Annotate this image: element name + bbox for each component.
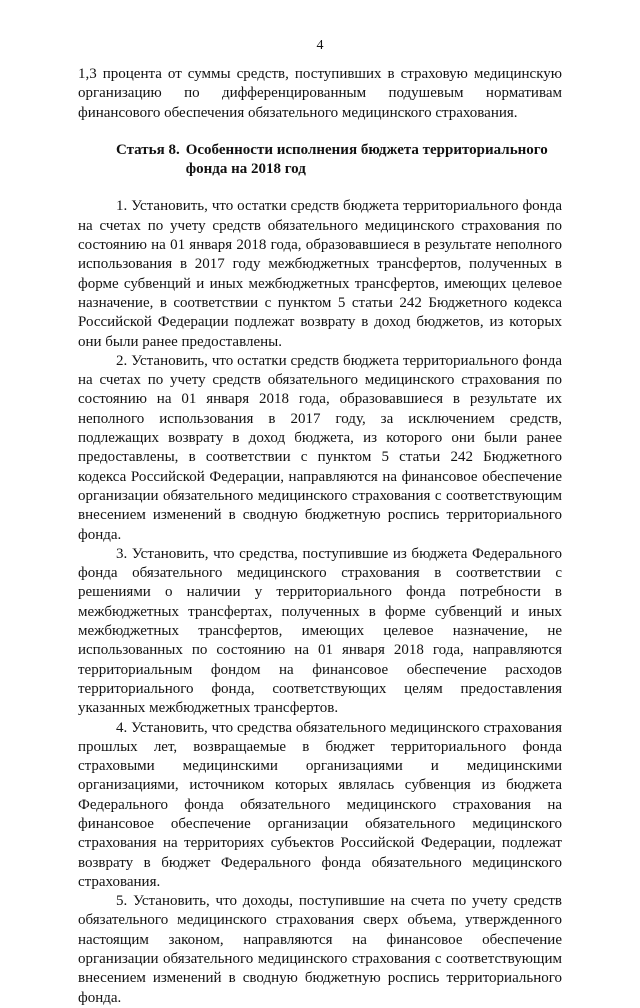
article-label: Статья 8. [116, 141, 180, 158]
paragraph-4: 4. Установить, что средства обязательного медицинского страхования прошлых лет, возвращаемые в бюджет территориального фонда страховыми медицинскими организациями и медицинскими организациями, источником которых являлась субвенция из бюджета Федерального фонда обязательного медицинского страхования на финансовое обеспечение организации обязательного медицинского страхования на территориях субъектов Российской Федерации, подлежат возврату в бюджет Федерального фонда обязательного медицинского страхования. [78, 719, 562, 890]
page-number: 4 [316, 38, 324, 53]
document-body [78, 65, 562, 1008]
intro-paragraph: 1,3 процента от суммы средств, поступивших в страховую медицинскую организацию по дифференцированным подушевым нормативам финансового обеспечения обязательного медицинского страхования. [78, 66, 562, 121]
paragraph-3: 3. Установить, что средства, поступившие из бюджета Федерального фонда обязательного медицинского страхования в соответствии с решениями о наличии у территориального фонда потребности в межбюджетных трансфертах, полученных в форме субвенций и иных межбюджетных трансфертов, имеющих целевое назначение, не использованных по состоянию на 01 января 2018 года, направляются территориальным фондом на финансовое обеспечение расходов территориального фонда, соответствующих целям предоставления указанных межбюджетных трансфертов. [78, 545, 562, 717]
paragraph-5: 5. Установить, что доходы, поступившие на счета по учету средств обязательного медицинского страхования сверх объема, утвержденного настоящим законом, направляются на финансовое обеспечение организации обязательного медицинского страхования с соответствующим внесением изменений в сводную бюджетную роспись территориального фонда. [78, 893, 562, 1006]
article-title: Особенности исполнения бюджета территориального фонда на 2018 год [185, 141, 548, 178]
article-heading [78, 141, 562, 180]
paragraph-1: 1. Установить, что остатки средств бюджета территориального фонда на счетах по учету средств обязательного медицинского страхования по состоянию на 01 января 2018 года, образовавшиеся в результате неполного использования в 2017 году межбюджетных трансфертов, полученных в форме субвенций и иных межбюджетных трансфертов, имеющих целевое назначение, в соответствии с пунктом 5 статьи 242 Бюджетного кодекса Российской Федерации подлежат возврату в доход бюджетов, из которых они были ранее предоставлены. [78, 198, 562, 350]
paragraph-2: 2. Установить, что остатки средств бюджета территориального фонда на счетах по учету средств обязательного медицинского страхования по состоянию на 01 января 2018 года, образовавшиеся в результате их неполного использования в 2017 году, за исключением средств, подлежащих возврату в доход бюджета, из которого они были ранее предоставлены, в соответствии с пунктом 5 статьи 242 Бюджетного кодекса Российской Федерации, направляются на финансовое обеспечение организации обязательного медицинского страхования с соответствующим внесением изменений в сводную бюджетную роспись территориального фонда. [78, 352, 562, 543]
